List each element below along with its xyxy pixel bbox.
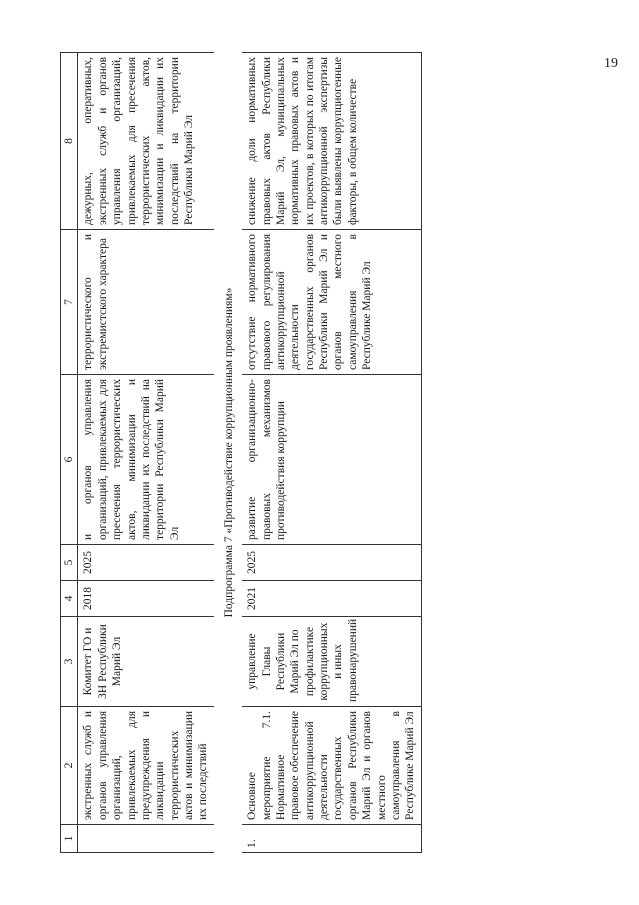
- header-cell: 1: [60, 824, 77, 852]
- measure-cell: Основное мероприятие 7.1. Нормативное правовое обеспечение антикоррупционной деятельности государственных органов Республики Марий Эл и органов местного самоуправления в Республике Марий Эл: [242, 706, 421, 824]
- indicator-cell: дежурных, оперативных, экстренных служб и органов управления организаций, привлекаемых для пресечения террористических актов, минимизации и ликвидации их последствий на территории Республики Марий Эл: [77, 52, 213, 229]
- program-table: [60, 52, 422, 853]
- start-year-cell: 2021: [242, 580, 421, 616]
- header-row: [60, 52, 77, 852]
- section-row: [213, 52, 241, 852]
- table-row: [242, 52, 421, 852]
- rotated-page: [60, 53, 580, 853]
- header-cell: 5: [60, 544, 77, 580]
- executor-cell: Комитет ГО и ЗН Республики Марий Эл: [77, 616, 213, 706]
- row-number: [77, 824, 213, 852]
- indicator-cell: снижение доли нормативных правовых актов Республики Марий Эл, муниципальных нормативных правовых актов и их проектов, в которых по итогам антикоррупционной экспертизы были выявлены коррупциогенные факторы, в общем количестве: [242, 52, 421, 229]
- header-cell: 4: [60, 580, 77, 616]
- measure-cell: экстренных служб и органов управления организаций, привлекаемых для предупреждения и ликвидации террористических актов и минимизации их последствий: [77, 706, 213, 824]
- row-number: 1.: [242, 824, 421, 852]
- table-row: [77, 52, 213, 852]
- section-title: Подпрограмма 7 «Противодействие коррупционным проявлениям»: [222, 287, 235, 617]
- start-year-cell: 2018: [77, 580, 213, 616]
- expected-result-cell: развитие организационно-правовых механизмов противодействия коррупции: [242, 374, 421, 544]
- header-cell: 3: [60, 616, 77, 706]
- header-cell: 8: [60, 52, 77, 229]
- expected-result-cell: и органов управления организаций, привлекаемых для пресечения террористических актов, минимизации и ликвидации их последствий на территории Республики Марий Эл: [77, 374, 213, 544]
- page-number: 19: [604, 56, 618, 71]
- end-year-cell: 2025: [242, 544, 421, 580]
- header-cell: 6: [60, 374, 77, 544]
- header-cell: 2: [60, 706, 77, 824]
- consequences-cell: отсутствие нормативного правового регулирования антикоррупционной деятельности государственных органов Республики Марий Эл и органов местного самоуправления в Республике Марий Эл: [242, 229, 421, 374]
- consequences-cell: террористического и экстремистского характера: [77, 229, 213, 374]
- header-cell: 7: [60, 229, 77, 374]
- end-year-cell: 2025: [77, 544, 213, 580]
- executor-cell: управление Главы Республики Марий Эл по профилактике коррупционных и иных правонарушений: [242, 616, 421, 706]
